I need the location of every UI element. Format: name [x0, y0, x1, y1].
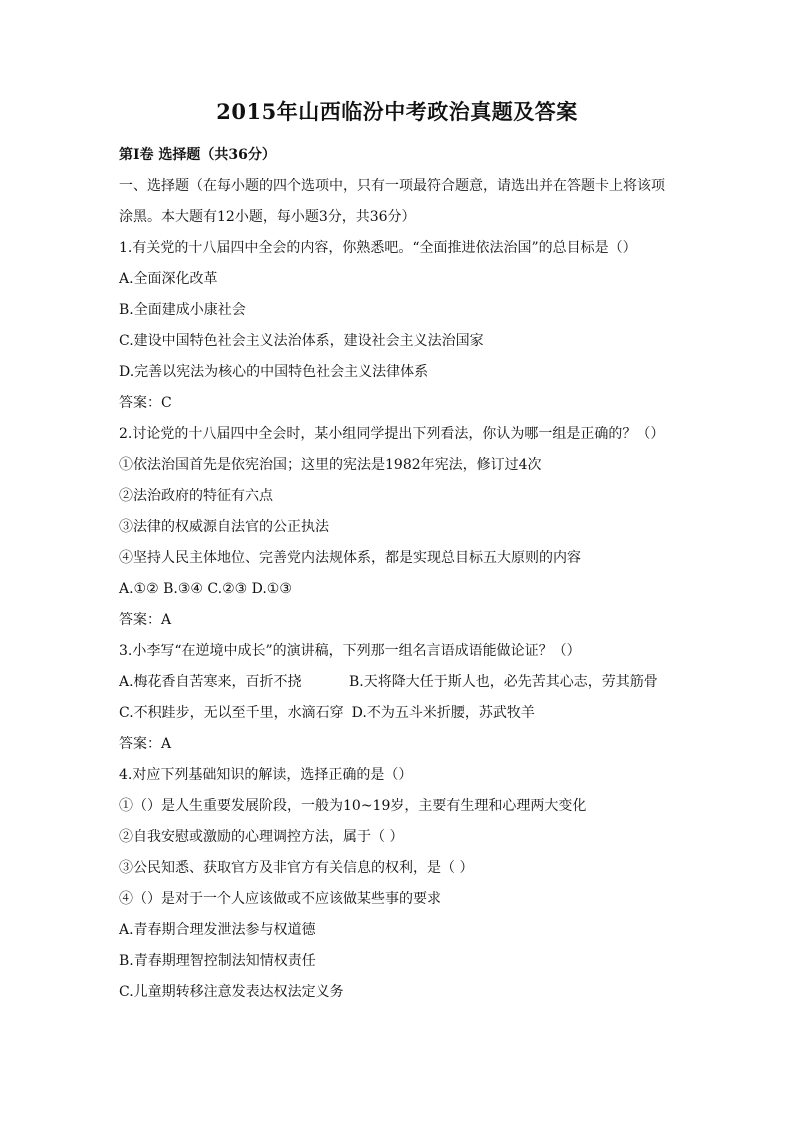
q2-answer: 答案：A	[119, 612, 172, 628]
q4-statement-2: ②自我安慰或激励的心理调控方法，属于（ ）	[119, 829, 404, 845]
q3-option-c: C.不积跬步，无以至千里，水滴石穿	[119, 705, 344, 721]
q1-answer: 答案：C	[119, 395, 172, 411]
q3-options-row-2	[119, 698, 689, 729]
q2-statement-1: ①依法治国首先是依宪治国；这里的宪法是1982年宪法，修订过4次	[119, 457, 542, 473]
q4-statement-3: ③公民知悉、获取官方及非官方有关信息的权利，是（ ）	[119, 860, 474, 876]
instructions-line-2: 涂黑。本大题有12小题，每小题3分，共36分）	[119, 209, 416, 225]
q3-stem: 3.小李写“在逆境中成长”的演讲稿，下列那一组名言语成语能做论证？（）	[119, 643, 581, 659]
q4-stem: 4.对应下列基础知识的解读，选择正确的是（）	[119, 767, 413, 783]
q1-option-d: D.完善以宪法为核心的中国特色社会主义法律体系	[119, 364, 429, 380]
q2-stem: 2.讨论党的十八届四中全会时，某小组同学提出下列看法，你认为哪一组是正确的？（）	[119, 426, 665, 442]
q2-options: A.①② B.③④ C.②③ D.①③	[119, 581, 292, 597]
document-body	[119, 140, 689, 1008]
q1-option-c: C.建设中国特色社会主义法治体系，建设社会主义法治国家	[119, 333, 484, 349]
document-title: 2015年山西临汾中考政治真题及答案	[216, 99, 578, 124]
q4-option-a: A.青春期合理发泄法参与权道德	[119, 922, 316, 938]
q3-answer: 答案：A	[119, 736, 172, 752]
section-heading: 第Ⅰ卷 选择题（共36分）	[119, 147, 276, 163]
q1-option-a: A.全面深化改革	[119, 271, 218, 287]
q3-option-a: A.梅花香自苦寒来，百折不挠	[119, 674, 302, 690]
q3-options-row-1	[119, 667, 689, 698]
q4-statement-1: ①（）是人生重要发展阶段，一般为10~19岁，主要有生理和心理两大变化	[119, 798, 587, 814]
q4-option-b: B.青春期理智控制法知情权责任	[119, 953, 316, 969]
q2-statement-4: ④坚持人民主体地位、完善党内法规体系，都是实现总目标五大原则的内容	[119, 550, 581, 566]
q2-statement-3: ③法律的权威源自法官的公正执法	[119, 519, 329, 535]
q2-statement-2: ②法治政府的特征有六点	[119, 488, 273, 504]
q3-option-b: B.天将降大任于斯人也，必先苦其心志，劳其筋骨	[349, 674, 658, 690]
q4-option-c: C.儿童期转移注意发表达权法定义务	[119, 984, 344, 1000]
q3-option-d: D.不为五斗米折腰，苏武牧羊	[351, 705, 535, 721]
q4-statement-4: ④（）是对于一个人应该做或不应该做某些事的要求	[119, 891, 441, 907]
instructions-line-1: 一、选择题（在每小题的四个选项中，只有一项最符合题意，请选出并在答题卡上将该项	[119, 178, 665, 194]
q1-stem: 1.有关党的十八届四中全会的内容，你熟悉吧。“全面推进依法治国”的总目标是（）	[119, 240, 637, 256]
q1-option-b: B.全面建成小康社会	[119, 302, 246, 318]
